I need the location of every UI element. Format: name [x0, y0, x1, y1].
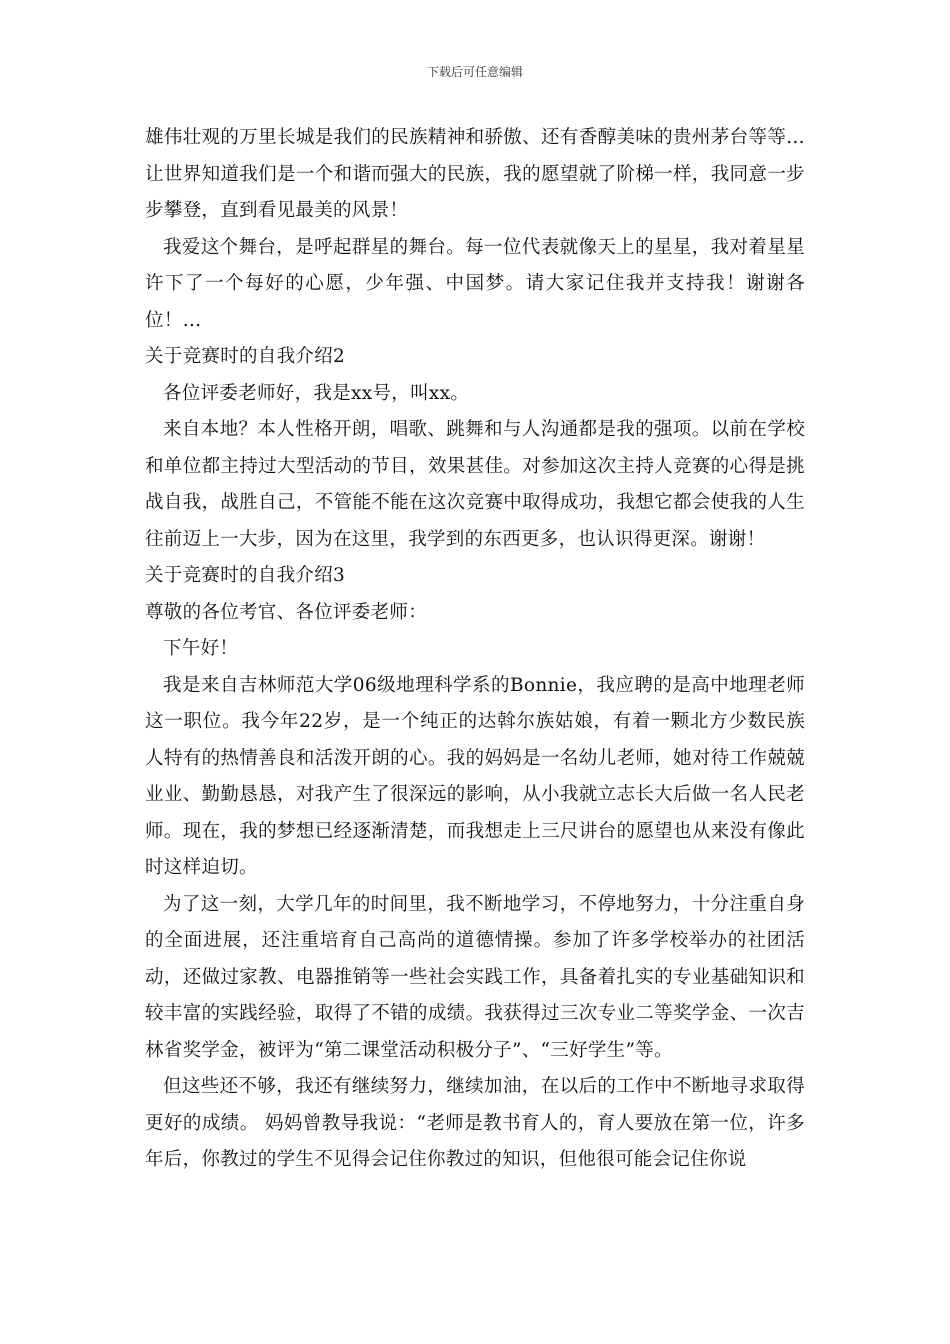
- paragraph-self-intro: 我是来自吉林师范大学06级地理科学系的Bonnie，我应聘的是高中地理老师这一职位。我今年22岁，是一个纯正的达斡尔族姑娘，有着一颗北方少数民族人特有的热情善良和活泼开朗的心。我的妈妈是一名幼儿老师，她对待工作兢兢业业、勤勤恳恳，对我产生了很深远的影响，从小我就立志长大后做一名人民老师。现在，我的梦想已经逐渐清楚，而我想走上三尺讲台的愿望也从来没有像此时这样迫切。: [145, 674, 805, 878]
- paragraph-great-wall: 雄伟壮观的万里长城是我们的民族精神和骄傲、还有香醇美味的贵州茅台等等…让世界知道我们是一个和谐而强大的民族，我的愿望就了阶梯一样，我同意一步步攀登，直到看见最美的风景！: [145, 127, 805, 221]
- paragraph-stage: 我爱这个舞台，是呼起群星的舞台。每一位代表就像天上的星星，我对着星星许下了一个每好的心愿，少年强、中国梦。请大家记住我并支持我！谢谢各位！…: [145, 236, 805, 331]
- page-header: 下载后可任意编辑: [426, 65, 523, 79]
- paragraph-salutation: 尊敬的各位考官、各位评委老师：: [145, 601, 428, 623]
- section-heading-2: 关于竞赛时的自我介绍2: [145, 346, 346, 367]
- paragraph-host-competition: 来自本地？本人性格开朗，唱歌、跳舞和与人沟通都是我的强项。以前在学校和单位都主持过大型活动的节目，效果甚佳。对参加这次主持人竞赛的心得是挑战自我，战胜自己，不管能不能在这次竞赛中取得成功，我想它都会使我的人生往前迈上一大步，因为在这里，我学到的东西更多，也认识得更深。谢谢！: [145, 419, 805, 550]
- document-body: [145, 120, 805, 1179]
- paragraph-good-afternoon: 下午好！: [163, 638, 239, 659]
- paragraph-university-years: 为了这一刻，大学几年的时间里，我不断地学习，不停地努力，十分注重自身的全面进展，还注重培育自己高尚的道德情操。参加了许多学校举办的社团活动，还做过家教、电器推销等一些社会实践工作，具备着扎实的专业基础知识和较丰富的实践经验，取得了不错的成绩。我获得过三次专业二等奖学金、一次吉林省奖学金，被评为“第二课堂活动积极分子”、“三好学生”等。: [145, 893, 805, 1061]
- section-heading-3: 关于竞赛时的自我介绍3: [145, 565, 346, 586]
- paragraph-greeting-judges: 各位评委老师好，我是xx号，叫xx。: [163, 382, 470, 404]
- paragraph-keep-striving: 但这些还不够，我还有继续努力，继续加油，在以后的工作中不断地寻求取得更好的成绩。 妈妈曾教导我说：“老师是教书育人的，育人要放在第一位，许多年后，你教过的学生不见得会记住你教过的知识，但他很可能会记住你说: [145, 1076, 805, 1170]
